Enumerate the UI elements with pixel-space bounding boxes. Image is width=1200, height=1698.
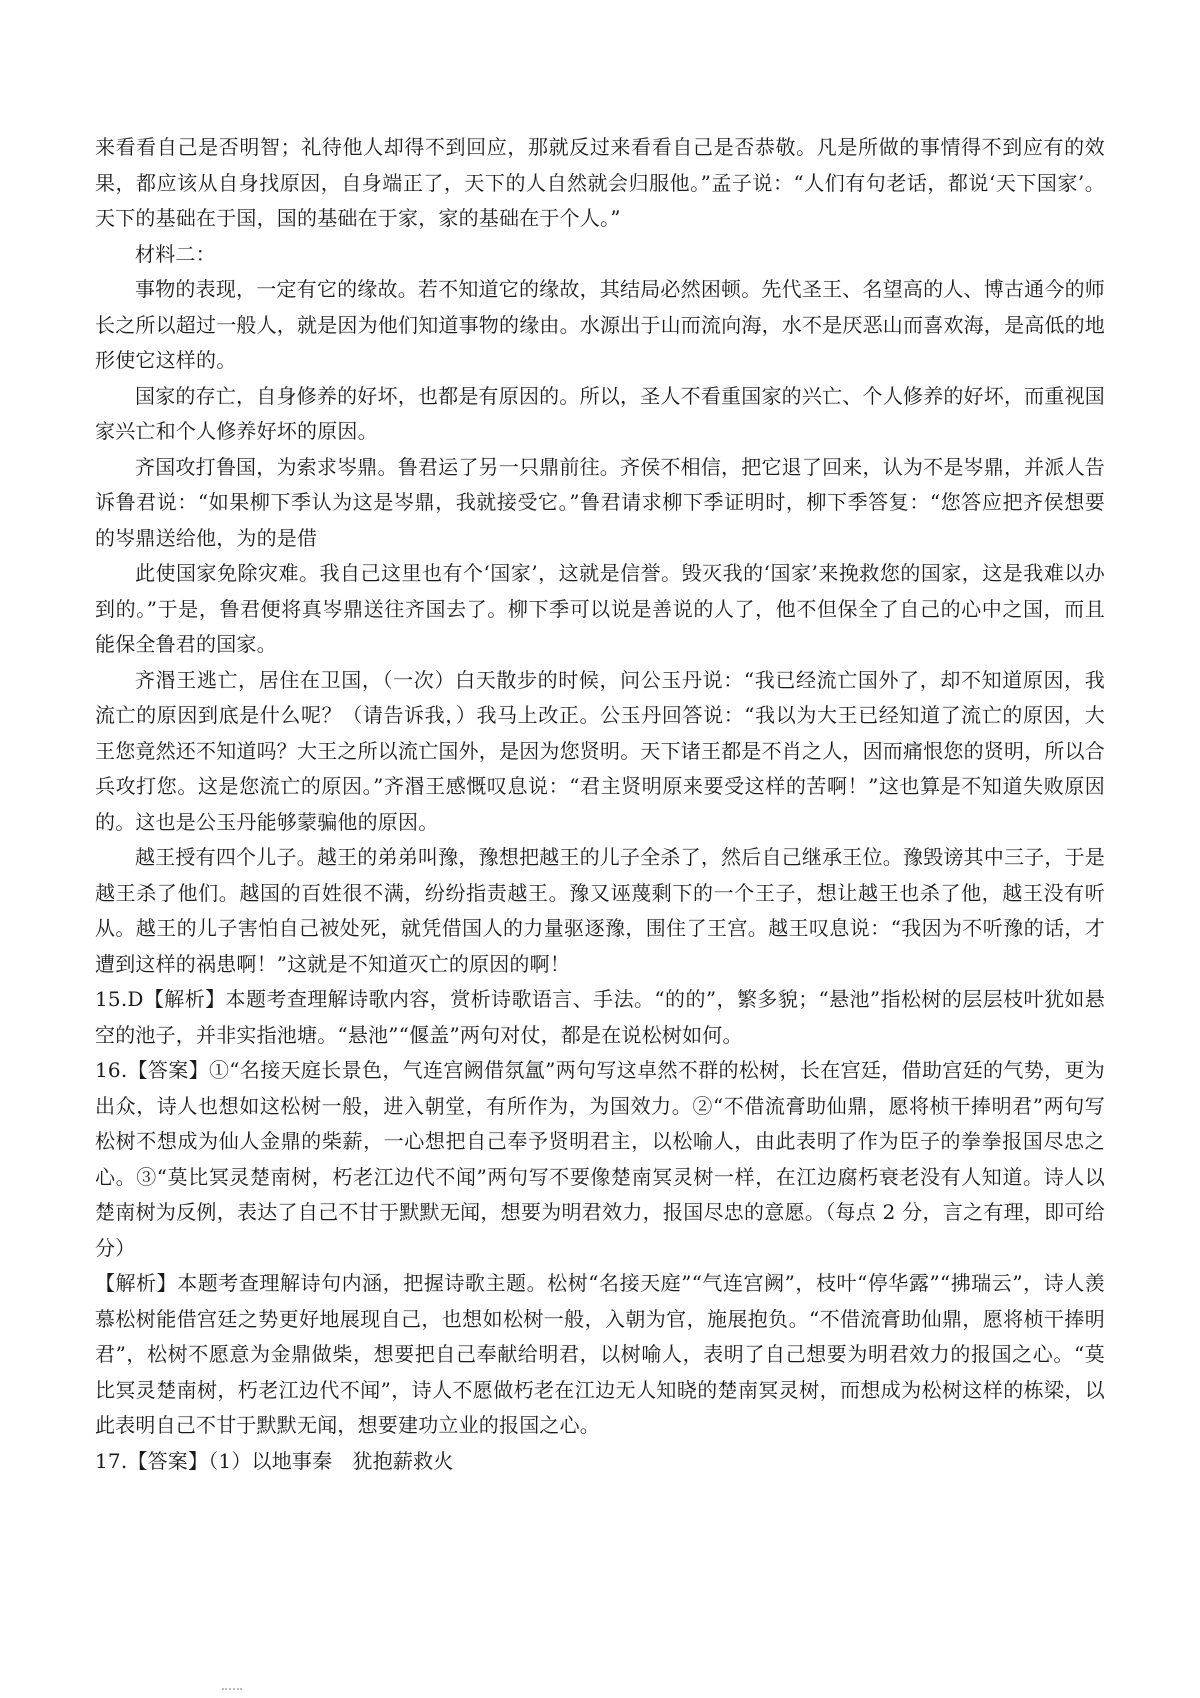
analysis-16: 【解析】本题考查理解诗句内涵，把握诗歌主题。松树“名接天庭”“气连宫阙”，枝叶“停华露”“拂瑞云”，诗人羡慕松树能借宫廷之势更好地展现自己，也想如松树一般，入朝为官，施展抱负。“不借流膏助仙鼎，愿将桢干捧明君”，松树不愿意为金鼎做柴，想要把自己奉献给明君，以树喻人，表明了自己想要为明君效力的报国之心。“莫比冥灵楚南树，朽老江边代不闻”，诗人不愿做朽老在江边无人知晓的楚南冥灵树，而想成为松树这样的栋梁，以此表明自己不甘于默默无闻，想要建功立业的报国之心。 (95, 1271, 1105, 1437)
answer-15: 15.D【解析】本题考查理解诗歌内容，赏析诗歌语言、手法。“的的”，繁多貌；“悬池”指松树的层层枝叶犹如悬空的池子，并非实指池塘。“悬池”“偃盖”两句对仗，都是在说松树如何。 (95, 987, 1105, 1047)
paragraph-rise-and-fall: 国家的存亡，自身修养的好坏，也都是有原因的。所以，圣人不看重国家的兴亡、个人修养的好坏，而重视国家兴亡和个人修养好坏的原因。 (95, 383, 1105, 443)
answer-16: 16.【答案】①“名接天庭长景色，气连宫阙借氛氲”两句写这卓然不群的松树，长在宫廷，借助宫廷的气势，更为出众，诗人也想如这松树一般，进入朝堂，有所作为，为国效力。②“不借流膏助仙鼎，愿将桢干捧明君”两句写松树不想成为仙人金鼎的柴薪，一心想把自己奉予贤明君主，以松喻人，由此表明了作为臣子的拳拳报国尽忠之心。③“莫比冥灵楚南树，朽老江边代不闻”两句写不要像楚南冥灵树一样，在江边腐朽衰老没有人知道。诗人以楚南树为反例，表达了自己不甘于默默无闻，想要为明君效力，报国尽忠的意愿。（每点 2 分，言之有理，即可给分） (95, 1058, 1105, 1260)
paragraph-cen-ding-story: 齐国攻打鲁国，为索求岑鼎。鲁君运了另一只鼎前往。齐侯不相信，把它退了回来，认为不是岑鼎，并派人告诉鲁君说：“如果柳下季认为这是岑鼎，我就接受它。”鲁君请求柳下季证明时，柳下季答复：“您答应把齐侯想要的岑鼎送给他，为的是借 (95, 454, 1105, 550)
paragraph-king-of-yue-story: 越王授有四个儿子。越王的弟弟叫豫，豫想把越王的儿子全杀了，然后自己继承王位。豫毁谤其中三子，于是越王杀了他们。越国的百姓很不满，纷纷指责越王。豫又诬蔑剩下的一个王子，想让越王也杀了他，越王没有听从。越王的儿子害怕自己被处死，就凭借国人的力量驱逐豫，围住了王宫。越王叹息说：“我因为不听豫的话，才遭到这样的祸患啊！”这就是不知道灭亡的原因的啊！ (95, 845, 1105, 976)
document-page (95, 130, 1105, 1479)
paragraph-causes-of-things: 事物的表现，一定有它的缘故。若不知道它的缘故，其结局必然困顿。先代圣王、名望高的人、博古通今的师长之所以超过一般人，就是因为他们知道事物的缘由。水源出于山而流向海，水不是厌恶山而喜欢海，是高低的地形使它这样的。 (95, 277, 1105, 372)
footer-dots (222, 1684, 242, 1690)
paragraph-king-min-story: 齐湣王逃亡，居住在卫国，（一次）白天散步的时候，问公玉丹说：“我已经流亡国外了，却不知道原因，我流亡的原因到底是什么呢？（请告诉我，）我马上改正。公玉丹回答说：“我以为大王已经知道了流亡的原因，大王您竟然还不知道吗？大王之所以流亡国外，是因为您贤明。天下诸王都是不肖之人，因而痛恨您的贤明，所以合兵攻打您。这是您流亡的原因。”齐湣王感慨叹息说：“君主贤明原来要受这样的苦啊！”这也算是不知道失败原因的。这也是公玉丹能够蒙骗他的原因。 (95, 667, 1105, 834)
paragraph-material-two-heading: 材料二： (135, 241, 216, 266)
paragraph-cen-ding-story-cont: 此使国家免除灾难。我自己这里也有个‘国家’，这就是信誉。毁灭我的‘国家’来挽救您的国家，这是我难以办到的。”于是，鲁君便将真岑鼎送往齐国去了。柳下季可以说是善说的人了，他不但保全了自己的心中之国，而且能保全鲁君的国家。 (95, 561, 1105, 656)
paragraph-mencius-quote: 来看看自己是否明智；礼待他人却得不到回应，那就反过来看看自己是否恭敬。凡是所做的事情得不到应有的效果，都应该从自身找原因，自身端正了，天下的人自然就会归服他。”孟子说：“人们有句老话，都说‘天下国家’。天下的基础在于国，国的基础在于家，家的基础在于个人。” (95, 135, 1105, 230)
answer-17: 17.【答案】（1）以地事秦 犹抱薪救火 (95, 1448, 454, 1473)
